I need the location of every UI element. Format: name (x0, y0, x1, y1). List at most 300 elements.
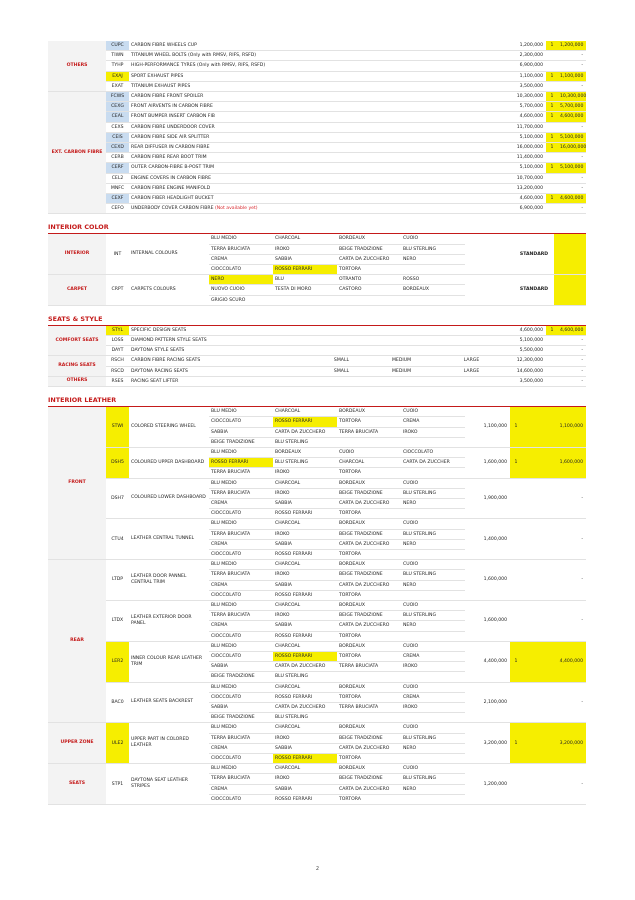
option-qty: 1 (546, 143, 558, 153)
color-swatch-name: BLU MEDIO (209, 478, 273, 488)
option-note: (Not available yet) (214, 206, 258, 212)
option-code: BAC0 (106, 682, 129, 723)
option-description (129, 112, 509, 122)
color-swatch-name: BLU MEDIO (209, 234, 273, 244)
empty-cell (369, 336, 434, 346)
option-price: 14,600,000 (509, 366, 546, 376)
option-code: CERB (106, 153, 129, 163)
color-swatch-name: IROKO (273, 733, 337, 743)
color-swatch-name: BLU STERLING (273, 713, 337, 723)
color-swatch-name: TERRA BRUCIATA (209, 570, 273, 580)
option-total: - (558, 61, 586, 71)
option-row (48, 346, 586, 356)
color-swatch-name: CUOIO (401, 682, 465, 692)
option-description-text: CARBON FIBRE WHEELS CUP (131, 43, 197, 48)
color-swatch-name: BLU STERLING (401, 244, 465, 254)
color-swatch-name: CIOCCOLATO (209, 265, 273, 275)
option-total: 4,600,000 (558, 112, 586, 122)
color-swatch-name: TORTORA (337, 509, 401, 519)
color-row (48, 764, 586, 774)
option-code: INT (106, 234, 129, 274)
color-swatch-name: TORTORA (337, 590, 401, 600)
color-swatch-name: SABBIA (209, 702, 273, 712)
color-swatch-name: BLU (273, 275, 337, 285)
color-swatch-name: TERRA BRUCIATA (209, 529, 273, 539)
color-swatch-name: CUOIO (401, 478, 465, 488)
color-swatch-name: CUOIO (401, 600, 465, 610)
option-qty (546, 173, 558, 183)
color-swatch-name (337, 713, 401, 723)
color-swatch-name: IROKO (401, 662, 465, 672)
color-swatch-name (401, 631, 465, 641)
color-swatch-name: CARTA DA ZUCCHERO (337, 539, 401, 549)
option-description-text: UNDERBODY COVER CARBON FIBRE (131, 206, 214, 212)
group-label: EXT. CARBON FIBRE (48, 92, 106, 214)
option-row (48, 376, 586, 386)
empty-cell (434, 346, 509, 356)
color-swatch-name: TESTA DI MORO (273, 285, 337, 295)
group-label: OTHERS (48, 376, 106, 386)
color-swatch-name: CIOCCOLATO (401, 447, 465, 457)
color-swatch-name: BORDEAUX (337, 641, 401, 651)
color-swatch-name: BLU MEDIO (209, 641, 273, 651)
option-code: DSH7 (106, 478, 129, 519)
option-price: 2,100,000 (465, 682, 510, 723)
option-description: DAYTONA RACING SEATS (129, 366, 314, 376)
option-description-text: CARBON FIBER HEADLIGHT BUCKET (131, 196, 214, 202)
option-description-text: FRONT AIRVENTS IN CARBON FIBRE (131, 104, 213, 110)
option-row (48, 366, 586, 376)
color-swatch-name: NERO (401, 784, 465, 794)
option-price: 5,100,000 (509, 336, 546, 346)
option-qty (546, 61, 558, 71)
color-swatch-name: NERO (401, 580, 465, 590)
color-swatch-name: BLU STERLING (273, 458, 337, 468)
option-description (129, 163, 509, 173)
interior-leather-table (48, 407, 586, 805)
color-swatch-name: CUOIO (401, 234, 465, 244)
color-swatch-name: CARTA DA ZUCCHERO (273, 702, 337, 712)
option-qty (546, 376, 558, 386)
option-row (48, 326, 586, 336)
option-code: STP1 (106, 764, 129, 805)
option-total: 1,100,000 (558, 71, 586, 81)
option-qty (546, 346, 558, 356)
option-description-text: FRONT BUMPER INSERT CARBON FIB (131, 114, 215, 120)
color-swatch-name: CUOIO (401, 641, 465, 651)
color-swatch-name: BLU MEDIO (209, 447, 273, 457)
option-total: - (558, 366, 586, 376)
option-description-text: CARBON FIBRE ENGINE MANIFOLD (131, 185, 211, 191)
color-swatch-name: CARTA DA ZUCCHERO (337, 621, 401, 631)
color-swatch-name: BLU STERLING (401, 570, 465, 580)
color-swatch-name: CHARCOAL (273, 407, 337, 417)
option-row (48, 356, 586, 366)
color-swatch-name: CIOCCOLATO (209, 794, 273, 804)
color-row (48, 234, 586, 244)
color-swatch-name (401, 265, 465, 275)
empty-cell (314, 336, 369, 346)
option-price: 4,400,000 (465, 641, 510, 682)
color-row (48, 447, 586, 457)
option-row (48, 183, 586, 193)
option-label: LEATHER CENTRAL TUNNEL (129, 519, 209, 560)
option-price: 4,600,000 (509, 194, 546, 204)
option-code: RSES (106, 376, 129, 386)
color-swatch-name (337, 672, 401, 682)
color-swatch-name: ROSSO FERRARI (273, 794, 337, 804)
option-total: - (558, 376, 586, 386)
option-description-text: CARBON FIBRE FRONT SPOILER (131, 94, 204, 100)
color-swatch-name: ROSSO FERRARI (273, 651, 337, 661)
color-swatch-name (401, 437, 465, 447)
option-qty (546, 356, 558, 366)
option-code: RSCD (106, 366, 129, 376)
option-qty: 1 (546, 41, 558, 51)
color-swatch-name: ROSSO FERRARI (273, 417, 337, 427)
color-swatch-name: NERO (209, 275, 273, 285)
option-description-text: CARBON FIBRE SIDE AIR SPLITTER (131, 134, 210, 140)
option-description: DIAMOND PATTERN STYLE SEATS (129, 336, 314, 346)
empty-cell (314, 346, 369, 356)
option-qty: 1 (546, 132, 558, 142)
color-swatch-name: BLU MEDIO (209, 407, 273, 417)
option-description-text: HIGH-PERFORMANCE TYRES (Only with RMSV, RIFS, RSFD) (131, 63, 266, 69)
option-qty (546, 153, 558, 163)
option-code: STWI (106, 407, 129, 447)
color-row (48, 275, 586, 285)
seat-size: SMALL (314, 356, 369, 366)
color-swatch-name: CREMA (209, 743, 273, 753)
option-total: 3,200,000 (522, 723, 586, 764)
option-description (129, 173, 509, 183)
option-description (129, 204, 509, 214)
empty-cell (314, 326, 369, 336)
option-qty (510, 600, 522, 641)
color-swatch-name: CHARCOAL (273, 682, 337, 692)
color-swatch-name: BLU STERLING (273, 672, 337, 682)
option-label: DAYTONA SEAT LEATHER STRIPES (129, 764, 209, 805)
option-code: LER2 (106, 641, 129, 682)
color-swatch-name: CARTA DA ZUCCHERO (273, 427, 337, 437)
option-row (48, 122, 586, 132)
color-swatch-name: CUOIO (401, 764, 465, 774)
option-qty: 1 (546, 163, 558, 173)
color-swatch-name: SABBIA (209, 662, 273, 672)
option-row (48, 61, 586, 71)
option-row (48, 51, 586, 61)
color-swatch-name (273, 295, 337, 305)
color-swatch-name: CASTORO (337, 285, 401, 295)
color-swatch-name: ROSSO FERRARI (273, 509, 337, 519)
color-swatch-name: TORTORA (337, 631, 401, 641)
color-swatch-name: CHARCOAL (273, 478, 337, 488)
option-description (129, 194, 509, 204)
color-swatch-name: BEIGE TRADIZIONE (337, 733, 401, 743)
color-swatch-name: BLU MEDIO (209, 682, 273, 692)
option-qty: 1 (510, 723, 522, 764)
color-swatch-name (401, 509, 465, 519)
option-total: 5,700,000 (558, 102, 586, 112)
color-swatch-name (401, 672, 465, 682)
option-price: 16,000,000 (509, 143, 546, 153)
option-code: TYHP (106, 61, 129, 71)
color-swatch-name: ROSSO FERRARI (273, 631, 337, 641)
color-swatch-name: ROSSO FERRARI (273, 754, 337, 764)
option-qty (510, 519, 522, 560)
color-swatch-name: CREMA (209, 621, 273, 631)
option-description (129, 122, 509, 132)
color-swatch-name: BORDEAUX (401, 285, 465, 295)
group-label: CARPET (48, 275, 106, 306)
option-price: 3,200,000 (465, 723, 510, 764)
color-row (48, 600, 586, 610)
color-swatch-name: GRIGIO SCURO (209, 295, 273, 305)
option-code: EXAT (106, 81, 129, 91)
option-total: - (558, 336, 586, 346)
color-swatch-name: CIOCCOLATO (209, 754, 273, 764)
standard-label: STANDARD (514, 275, 554, 306)
color-swatch-name: TERRA BRUCIATA (209, 468, 273, 478)
option-price: 1,900,000 (465, 478, 510, 519)
option-row (48, 143, 586, 153)
color-swatch-name: BLU MEDIO (209, 560, 273, 570)
color-swatch-name: CUOIO (401, 723, 465, 733)
option-total: - (558, 346, 586, 356)
option-price: 1,100,000 (465, 407, 510, 447)
option-total: - (522, 682, 586, 723)
group-label: FRONT (48, 407, 106, 560)
color-swatch-name: CHARCOAL (273, 764, 337, 774)
group-label: UPPER ZONE (48, 723, 106, 764)
color-swatch-name: CIOCCOLATO (209, 651, 273, 661)
option-total: 4,600,000 (558, 194, 586, 204)
option-row (48, 92, 586, 102)
color-swatch-name: CUOIO (401, 519, 465, 529)
option-qty: 1 (510, 407, 522, 447)
option-description: CARBON FIBRE RACING SEATS (129, 356, 314, 366)
color-swatch-name: BORDEAUX (337, 682, 401, 692)
color-swatch-name: CIOCCOLATO (209, 590, 273, 600)
option-price: 11,400,000 (509, 153, 546, 163)
option-description-text: OUTER CARBON-FIBRE B-POST TRIM (131, 165, 215, 171)
option-description (129, 41, 509, 51)
option-row (48, 163, 586, 173)
color-swatch-name: BLU MEDIO (209, 519, 273, 529)
option-description (129, 153, 509, 163)
option-label: LEATHER DOOR PANNEL CENTRAL TRIM (129, 560, 209, 601)
option-qty (510, 682, 522, 723)
option-description (129, 102, 509, 112)
color-swatch-name: IROKO (273, 611, 337, 621)
option-price: 1,200,000 (465, 764, 510, 805)
option-code: DSH5 (106, 447, 129, 478)
option-code: MNFC (106, 183, 129, 193)
color-swatch-name: BORDEAUX (337, 723, 401, 733)
color-swatch-name: TERRA BRUCIATA (209, 733, 273, 743)
option-code: CEAL (106, 112, 129, 122)
option-price: 1,600,000 (465, 560, 510, 601)
option-price: 1,400,000 (465, 519, 510, 560)
color-swatch-name: BLU MEDIO (209, 600, 273, 610)
option-code: CEXD (106, 143, 129, 153)
option-qty (546, 51, 558, 61)
color-swatch-name: IROKO (273, 488, 337, 498)
color-swatch-name: BORDEAUX (273, 447, 337, 457)
color-swatch-name: BORDEAUX (337, 234, 401, 244)
option-code: LOSS (106, 336, 129, 346)
spacer-cell (465, 275, 514, 306)
option-description-text: REAR DIFFUSER IN CARBON FIBRE (131, 145, 210, 151)
option-total: - (522, 519, 586, 560)
color-swatch-name: CIOCCOLATO (209, 549, 273, 559)
option-description (129, 81, 509, 91)
option-price: 4,600,000 (509, 112, 546, 122)
option-qty (510, 478, 522, 519)
option-row (48, 102, 586, 112)
color-swatch-name: SABBIA (273, 539, 337, 549)
option-label: CARPETS COLOURS (129, 275, 209, 306)
option-description (129, 71, 509, 81)
option-price: 1,600,000 (465, 447, 510, 478)
option-row (48, 112, 586, 122)
option-description-text: CARBON FIBRE REAR BOOT TRIM (131, 155, 207, 161)
color-row (48, 560, 586, 570)
option-qty (546, 336, 558, 346)
color-swatch-name: SABBIA (273, 743, 337, 753)
color-swatch-name: IROKO (273, 529, 337, 539)
color-swatch-name: BEIGE TRADIZIONE (337, 529, 401, 539)
option-price: 10,300,000 (509, 92, 546, 102)
option-code: CEXG (106, 102, 129, 112)
option-description: SPECIFIC DESIGN SEATS (129, 326, 314, 336)
option-code: CEL2 (106, 173, 129, 183)
option-price: 5,100,000 (509, 163, 546, 173)
seat-size: LARGE (434, 366, 509, 376)
color-swatch-name: TERRA BRUCIATA (337, 427, 401, 437)
standard-label: STANDARD (514, 234, 554, 274)
color-swatch-name: SABBIA (273, 621, 337, 631)
color-swatch-name: OTRANTO (337, 275, 401, 285)
color-swatch-name: BEIGE TRADIZIONE (337, 488, 401, 498)
color-swatch-name: TERRA BRUCIATA (209, 244, 273, 254)
option-price: 12,300,000 (509, 356, 546, 366)
color-swatch-name (401, 754, 465, 764)
color-swatch-name: BORDEAUX (337, 560, 401, 570)
option-qty (510, 560, 522, 601)
color-swatch-name: TORTORA (337, 794, 401, 804)
option-row (48, 132, 586, 142)
color-swatch-name: BLU STERLING (401, 774, 465, 784)
selection-cell (554, 275, 586, 306)
color-swatch-name: BLU MEDIO (209, 723, 273, 733)
group-label: INTERIOR (48, 234, 106, 274)
color-swatch-name: CREMA (209, 254, 273, 264)
color-swatch-name: BEIGE TRADIZIONE (209, 672, 273, 682)
color-swatch-name: NERO (401, 498, 465, 508)
option-total: - (558, 122, 586, 132)
seat-size: LARGE (434, 356, 509, 366)
option-code: CTU4 (106, 519, 129, 560)
option-code: CRPT (106, 275, 129, 306)
option-price: 11,700,000 (509, 122, 546, 132)
empty-cell (314, 376, 369, 386)
color-swatch-name: BORDEAUX (337, 478, 401, 488)
color-swatch-name: TORTORA (337, 468, 401, 478)
option-qty: 1 (546, 194, 558, 204)
color-swatch-name: CUOIO (401, 407, 465, 417)
color-swatch-name: BEIGE TRADIZIONE (337, 570, 401, 580)
option-description-text: TITANIUM WHEEL BOLTS (Only with RMSV, RIFS, RSFD) (131, 53, 257, 59)
color-swatch-name (401, 549, 465, 559)
spacer-cell (465, 234, 514, 274)
color-swatch-name: TERRA BRUCIATA (209, 611, 273, 621)
page-number: 2 (315, 866, 320, 872)
option-row (48, 81, 586, 91)
option-price: 3,500,000 (509, 376, 546, 386)
option-row (48, 204, 586, 214)
option-description (129, 92, 509, 102)
color-swatch-name: BLU STERLING (401, 733, 465, 743)
interior-color-table (48, 234, 586, 305)
color-swatch-name: CHARCOAL (273, 234, 337, 244)
color-swatch-name: CARTA DA ZUCCHERO (337, 254, 401, 264)
option-description-text: ENGINE COVERS IN CARBON FIBRE (131, 175, 212, 181)
option-qty: 1 (546, 71, 558, 81)
color-swatch-name: ROSSO (401, 275, 465, 285)
group-label: SEATS (48, 764, 106, 805)
option-label: INTERNAL COLOURS (129, 234, 209, 274)
color-swatch-name: CREMA (209, 498, 273, 508)
option-total: 1,100,000 (522, 407, 586, 447)
color-swatch-name: NERO (401, 254, 465, 264)
option-qty: 1 (546, 112, 558, 122)
color-swatch-name: ROSSO FERRARI (209, 458, 273, 468)
option-price: 5,100,000 (509, 132, 546, 142)
option-description (129, 183, 509, 193)
color-swatch-name: ROSSO FERRARI (273, 265, 337, 275)
color-swatch-name: IROKO (273, 774, 337, 784)
color-swatch-name: NERO (401, 539, 465, 549)
option-price: 4,600,000 (509, 326, 546, 336)
option-total: - (558, 81, 586, 91)
color-row (48, 478, 586, 488)
color-swatch-name: CIOCCOLATO (209, 631, 273, 641)
option-code: EXAJ (106, 71, 129, 81)
option-code: CERF (106, 163, 129, 173)
color-swatch-name: TORTORA (337, 651, 401, 661)
option-total: - (558, 51, 586, 61)
option-total: - (522, 560, 586, 601)
color-swatch-name: BORDEAUX (337, 407, 401, 417)
color-swatch-name (337, 437, 401, 447)
color-swatch-name: ROSSO FERRARI (273, 549, 337, 559)
color-swatch-name: TORTORA (337, 549, 401, 559)
option-total: 10,300,000 (558, 92, 586, 102)
option-total: 4,400,000 (522, 641, 586, 682)
color-swatch-name: BEIGE TRADIZIONE (337, 244, 401, 254)
options-table (48, 41, 586, 214)
group-label: COMFORT SEATS (48, 326, 106, 356)
color-row (48, 723, 586, 733)
option-price: 1,100,000 (509, 71, 546, 81)
color-row (48, 407, 586, 417)
option-code: TIWN (106, 51, 129, 61)
option-code: ULE2 (106, 723, 129, 764)
option-label: LEATHER EXTERIOR DOOR PANEL (129, 600, 209, 641)
color-swatch-name: CARTA DA ZUCCHERO (337, 498, 401, 508)
color-swatch-name: CARTA DA ZUCCHERO (337, 580, 401, 590)
